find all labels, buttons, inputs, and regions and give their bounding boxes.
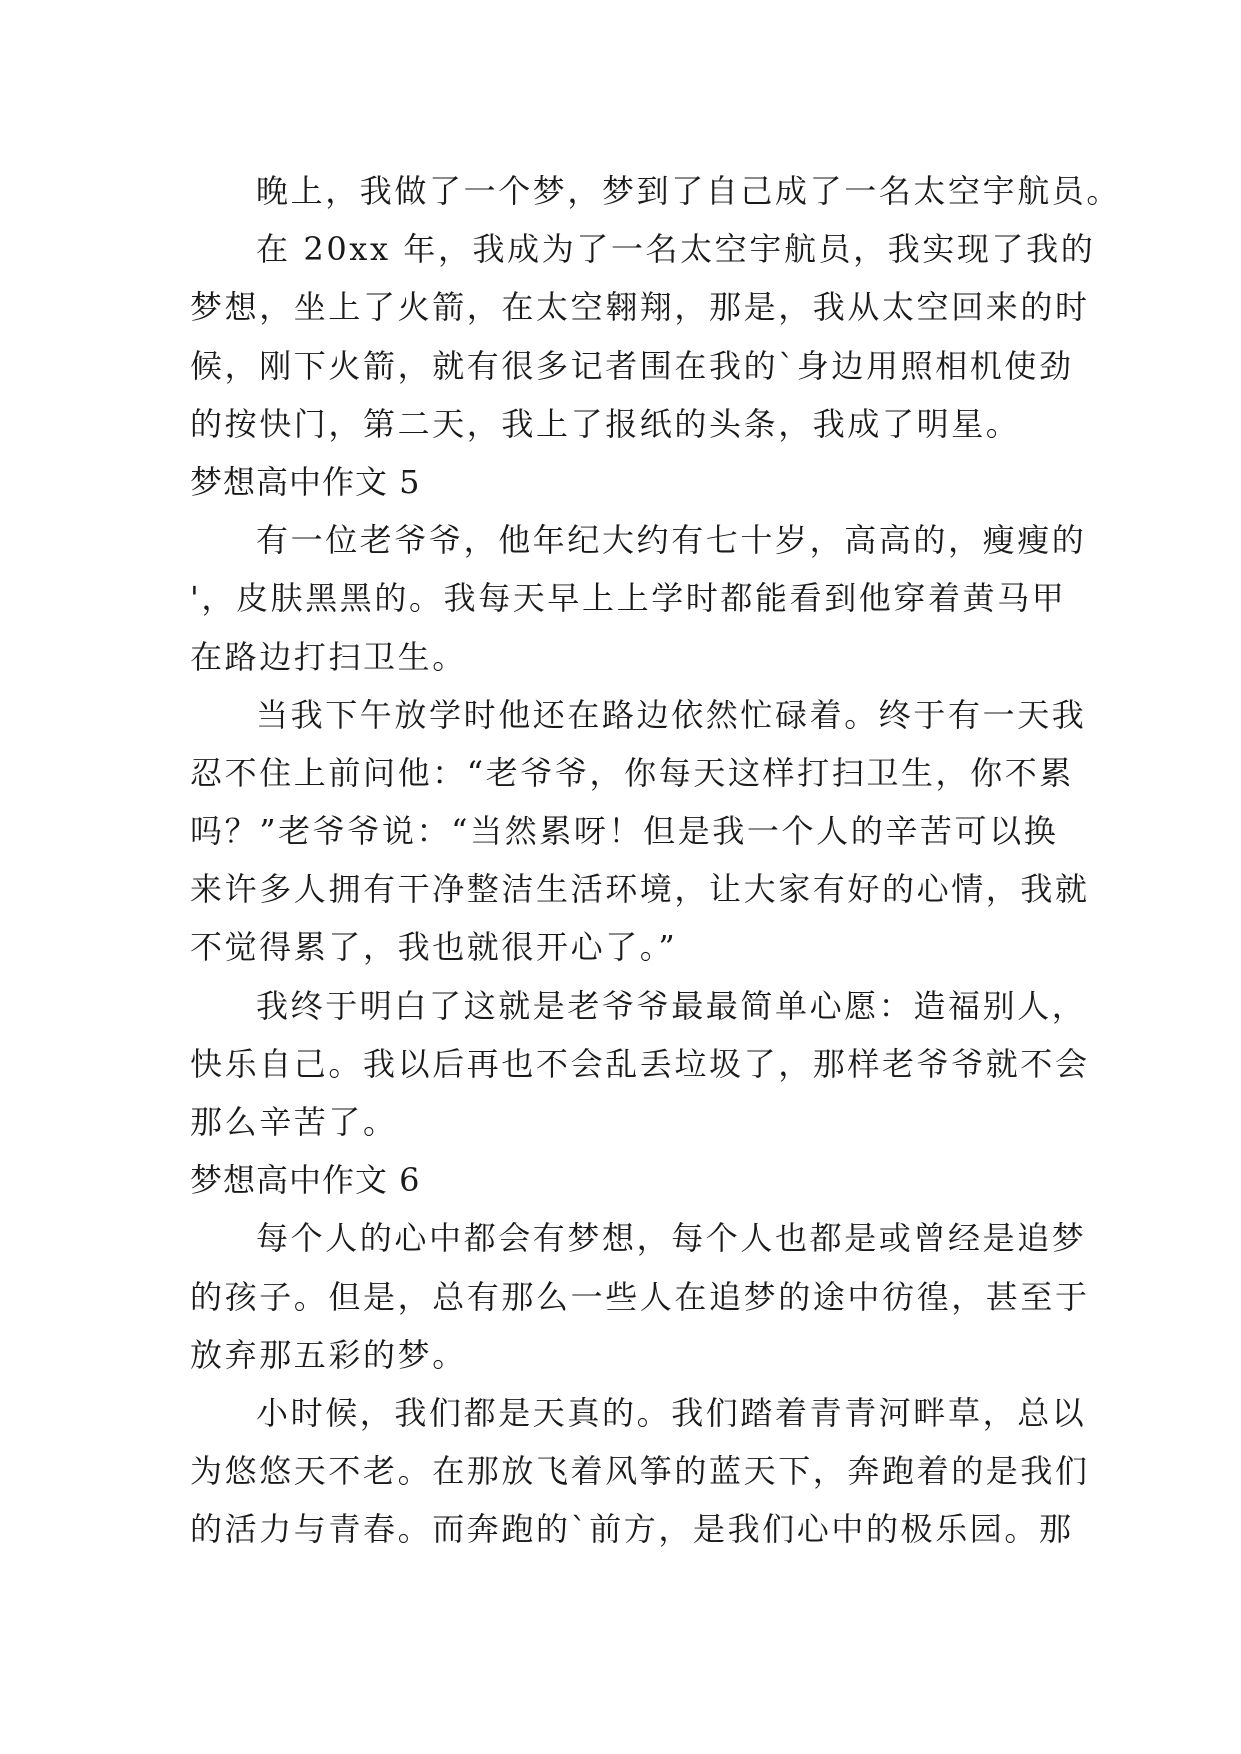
paragraph-line: 当我下午放学时他还在路边依然忙碌着。终于有一天我: [256, 695, 1087, 734]
paragraph-line: 快乐自己。我以后再也不会乱丢垃圾了，那样老爷爷就不会: [190, 1044, 1090, 1083]
paragraph-line: '，皮肤黑黑的。我每天早上上学时都能看到他穿着黄马甲: [190, 579, 1067, 618]
paragraph-line: 不觉得累了，我也就很开心了。”: [190, 928, 678, 967]
paragraph-line: 有一位老爷爷，他年纪大约有七十岁，高高的，瘦瘦的: [256, 521, 1087, 560]
paragraph-line: 那么辛苦了。: [190, 1103, 398, 1141]
section-heading: 梦想高中作文 5: [190, 462, 421, 501]
paragraph-line: 梦想，坐上了火箭，在太空翱翔，那是，我从太空回来的时: [190, 288, 1090, 327]
paragraph-line: 忍不住上前问他：“老爷爷，你每天这样打扫卫生，你不累: [190, 753, 1074, 792]
paragraph-line: 放弃那五彩的梦。: [190, 1335, 467, 1374]
document-body: [190, 162, 1122, 1559]
paragraph-line: 小时候，我们都是天真的。我们踏着青青河畔草，总以: [256, 1393, 1087, 1432]
paragraph-line: 每个人的心中都会有梦想，每个人也都是或曾经是追梦: [256, 1219, 1087, 1258]
paragraph-line: 候，刚下火箭，就有很多记者围在我的`身边用照相机使劲: [190, 346, 1074, 385]
paragraph-line: 吗？”老爷爷说：“当然累呀！但是我一个人的辛苦可以换: [190, 812, 1059, 851]
paragraph-line: 在路边打扫卫生。: [190, 637, 467, 676]
paragraph-line: 来许多人拥有干净整洁生活环境，让大家有好的心情，我就: [190, 870, 1090, 909]
paragraph-line: 晚上，我做了一个梦，梦到了自己成了一名太空宇航员。: [256, 172, 1122, 210]
paragraph-line: 在 20xx 年，我成为了一名太空宇航员，我实现了我的: [256, 230, 1096, 269]
paragraph-line: 我终于明白了这就是老爷爷最最简单心愿：造福别人，: [256, 986, 1087, 1025]
paragraph-line: 的按快门，第二天，我上了报纸的头条，我成了明星。: [190, 404, 1021, 443]
paragraph-line: 的孩子。但是，总有那么一些人在追梦的途中彷徨，甚至于: [190, 1277, 1090, 1316]
paragraph-line: 为悠悠天不老。在那放飞着风筝的蓝天下，奔跑着的是我们: [190, 1452, 1090, 1491]
paragraph-line: 的活力与青春。而奔跑的`前方，是我们心中的极乐园。那: [190, 1510, 1074, 1549]
section-heading: 梦想高中作文 6: [190, 1161, 421, 1200]
